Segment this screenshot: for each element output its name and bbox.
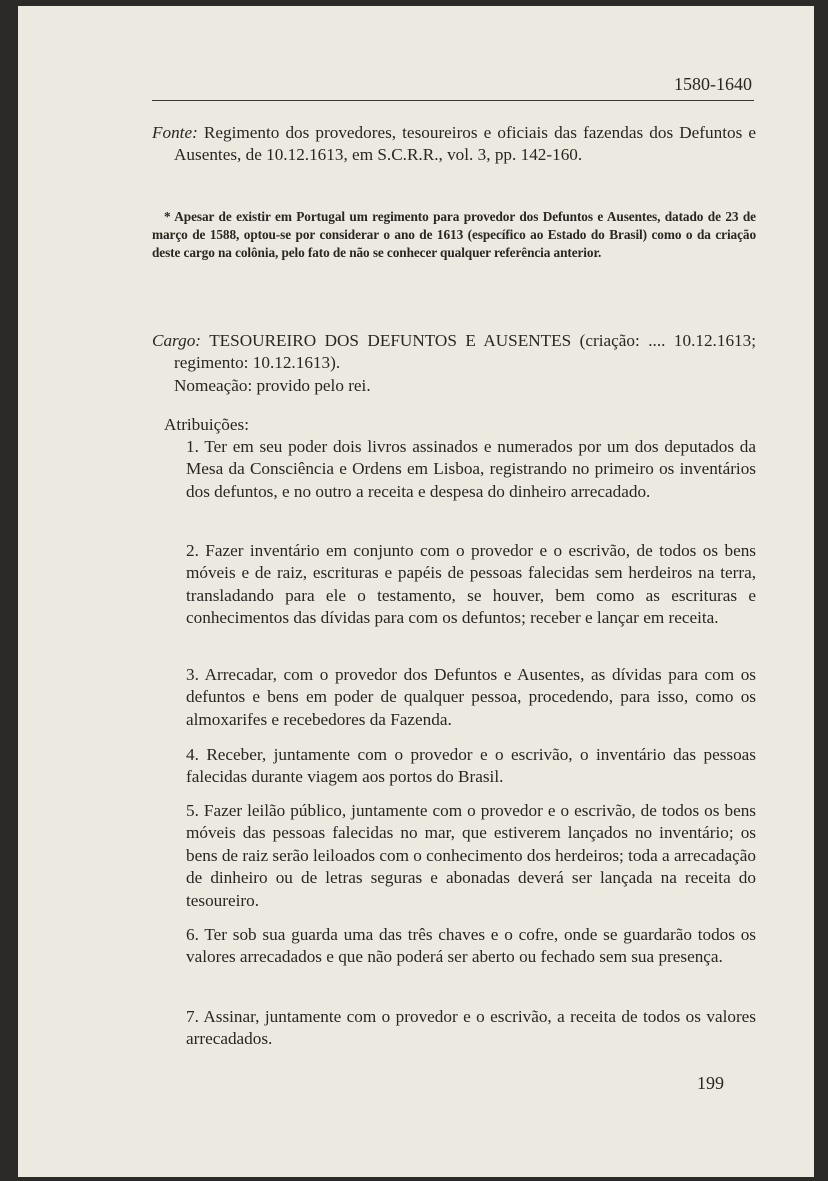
footnote-text: * Apesar de existir em Portugal um regimento para provedor dos Defuntos e Ausentes, datado de 23 de março de 1588, optou-se por considerar o ano de 1613 (específico ao Estado do Brasil) como o da criação deste cargo na colônia, pelo fato de não se conhecer qualquer referência anterior. [152, 209, 756, 260]
book-page [18, 6, 814, 1177]
duties-section [152, 414, 756, 436]
duty-text: 1. Ter em seu poder dois livros assinados e numerados por um dos deputados da Mesa da Consciência e Ordens em Lisboa, registrando no primeiro os inventários dos defuntos, e no outro a receita e despesa do dinheiro arrecadado. [186, 437, 756, 501]
duty-text: 6. Ter sob sua guarda uma das três chaves e o cofre, onde se guardarão todos os valores arrecadados e que não poderá ser aberto ou fechado sem sua presença. [186, 925, 756, 967]
duty-text: 4. Receber, juntamente com o provedor e o escrivão, o inventário das pessoas falecidas durante viagem aos portos do Brasil. [186, 745, 756, 787]
office-label: Cargo: [152, 331, 202, 350]
source-citation [152, 122, 756, 167]
running-header [152, 74, 754, 101]
duty-text: 3. Arrecadar, com o provedor dos Defuntos e Ausentes, as dívidas para com os defuntos e bens em poder de qualquer pessoa, procedendo, para isso, como os almoxarifes e recebedores da Fazenda. [186, 665, 756, 729]
footnote [152, 208, 756, 262]
duty-text: 7. Assinar, juntamente com o provedor e o escrivão, a receita de todos os valores arrecadados. [186, 1007, 756, 1049]
header-date-range: 1580-1640 [674, 74, 752, 94]
source-text: Regimento dos provedores, tesoureiros e oficiais das fazendas dos Defuntos e Ausentes, de 10.12.1613, em S.C.R.R., vol. 3, pp. 142-160. [174, 123, 756, 165]
duties-label: Atribuições: [164, 415, 249, 434]
appointment-text: Nomeação: provido pelo rei. [174, 375, 371, 395]
duty-item-3 [152, 664, 756, 731]
duty-item-7 [152, 1006, 756, 1051]
duty-text: 2. Fazer inventário em conjunto com o provedor e o escrivão, de todos os bens móveis e de raiz, escrituras e papéis de pessoas falecidas sem herdeiros na terra, transladando para ele o testamento, se houver, bem como as escrituras e conhecimentos das dívidas para com os defuntos; receber e lançar em receita. [186, 541, 756, 628]
duty-item-4 [152, 744, 756, 789]
duty-item-2 [152, 540, 756, 630]
source-label: Fonte: [152, 123, 198, 142]
office-text: TESOUREIRO DOS DEFUNTOS E AUSENTES (criação: .... 10.12.1613; regimento: 10.12.1613). [174, 331, 756, 373]
page-number: 199 [697, 1073, 724, 1093]
duty-item-5 [152, 800, 756, 912]
duty-item-6 [152, 924, 756, 969]
office-entry [152, 330, 756, 397]
duty-item-1 [152, 436, 756, 503]
duty-text: 5. Fazer leilão público, juntamente com o provedor e o escrivão, de todos os bens móveis das pessoas falecidas no mar, que estiverem lançados no inventário; os bens de raiz serão leiloados com o conhecimento dos herdeiros; toda a arrecadação de dinheiro ou de letras seguras e abonadas deverá ser lançada na receita do tesoureiro. [186, 801, 756, 910]
